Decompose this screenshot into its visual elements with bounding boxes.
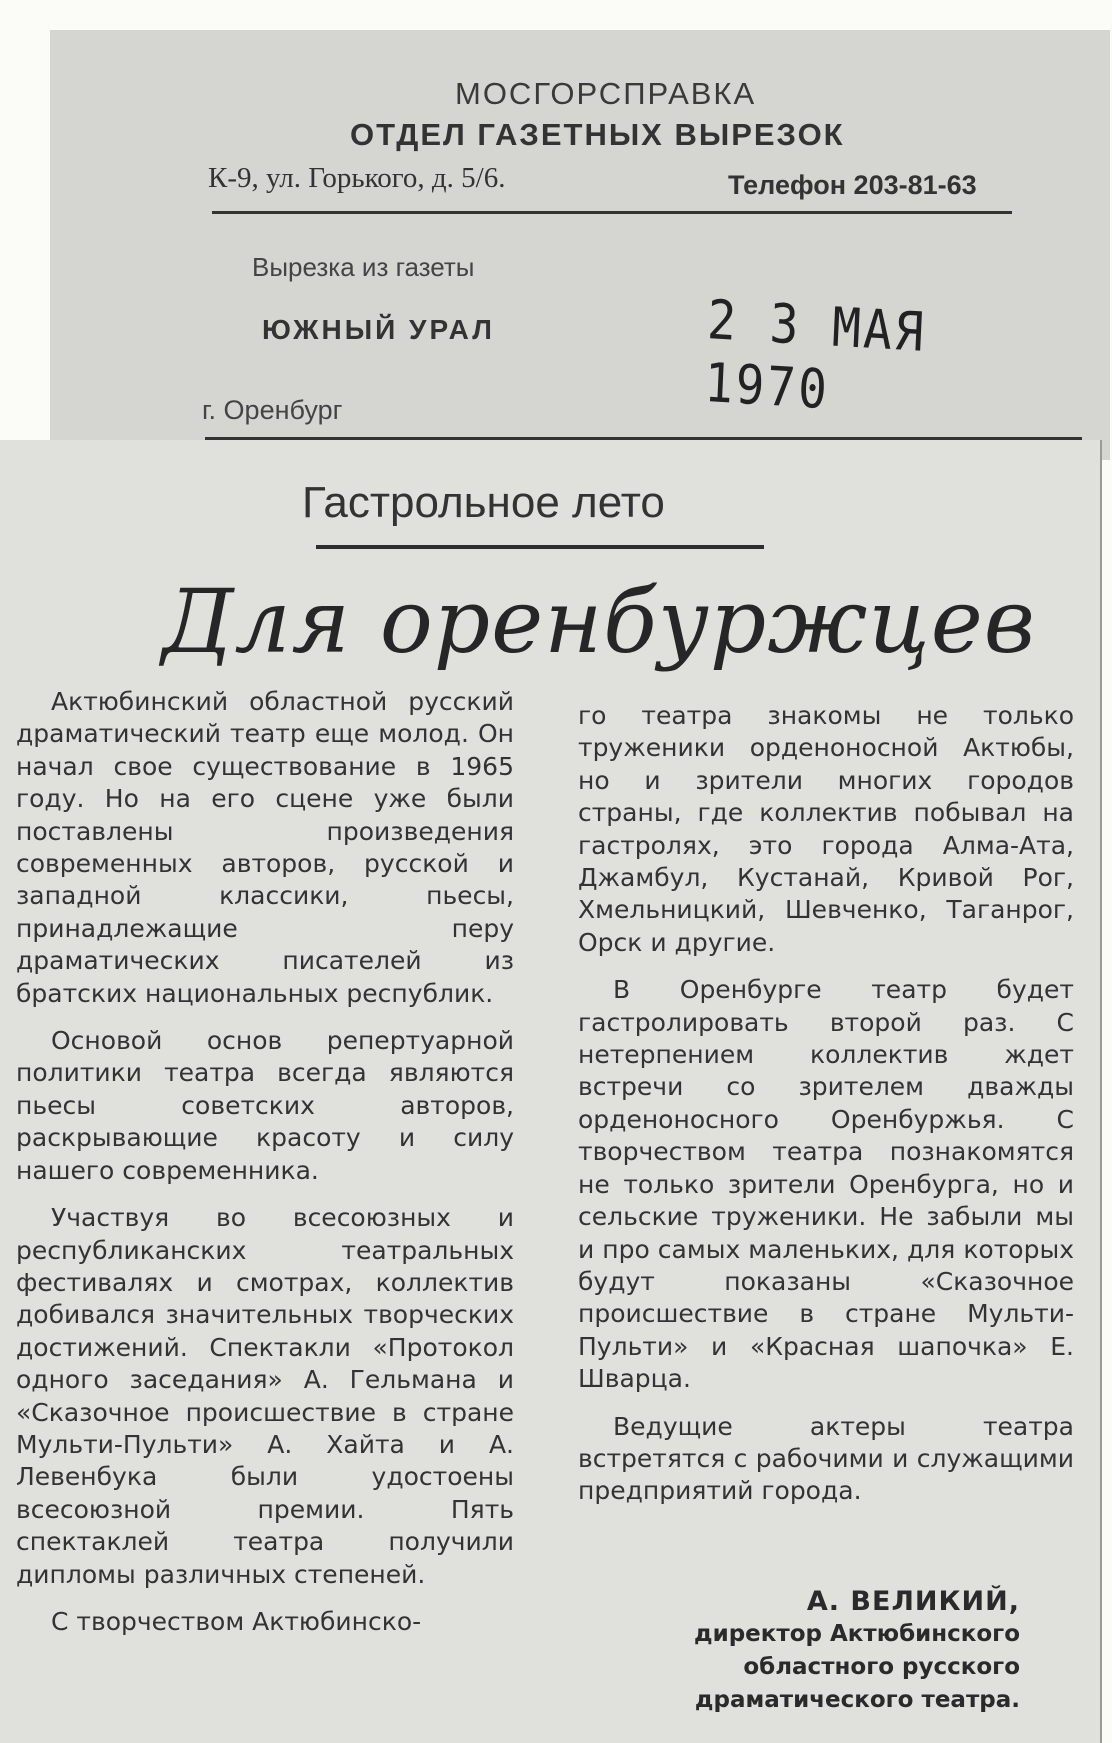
article-byline	[650, 1585, 1020, 1717]
bureau-phone: Телефон 203-81-63	[728, 170, 977, 200]
date-stamp: 2 3 МАЯ 1970	[703, 288, 928, 422]
section-heading-rule	[316, 545, 764, 549]
header-rule	[212, 211, 1012, 214]
article-paragraph: С творчеством Актюбинско-	[51, 1606, 422, 1636]
author-title-line: драматического театра.	[694, 1687, 1020, 1713]
article-column-right	[578, 700, 1074, 1508]
article-paragraph: Основой основ репертуарной политики театра всегда являются пьесы советских авторов, раскрывающие красоту и силу нашего современника.	[16, 1026, 514, 1185]
article-paragraph: Ведущие актеры театра встретятся с рабочими и служащими предприятий города.	[578, 1411, 1074, 1506]
newspaper-name: ЮЖНЫЙ УРАЛ	[262, 314, 495, 345]
author-name: А. ВЕЛИКИЙ,	[806, 1586, 1020, 1617]
article-paragraph: Участвуя во всесоюзных и республиканских театральных фестивалях и смотрах, коллектив добивался значительных творческих достижений. Спектакли «Протокол одного заседания» А. Гельмана и «Сказочное происшествие в стране Мульти-Пульти» А. Хайта и А. Левенбука были удостоены всесоюзной премии. Пять спектаклей театра получили дипломы различных степеней.	[16, 1203, 514, 1589]
article-headline: Для оренбуржцев	[162, 570, 1036, 673]
article-paragraph: го театра знакомы не только труженики орденоносной Актюбы, но и зрители многих городов страны, где коллектив побывал на гастролях, это города Алма-Ата, Джамбул, Кустанай, Кривой Рог, Хмельницкий, Шевченко, Таганрог, Орск и другие.	[578, 701, 1074, 957]
article-column-left	[16, 686, 514, 1638]
bureau-name: МОСГОРСПРАВКА	[455, 76, 757, 111]
bureau-address: К-9, ул. Горького, д. 5/6.	[208, 162, 506, 194]
cut-from-label: Вырезка из газеты	[252, 252, 475, 282]
newspaper-city: г. Оренбург	[202, 395, 343, 425]
section-heading: Гастрольное лето	[302, 478, 665, 527]
article-paragraph: Актюбинский областной русский драматический театр еще молод. Он начал свое существование в 1965 году. Но на его сцене уже были поставлены произведения современных авторов, русской и западной классики, пьесы, принадлежащие перу драматических писателей из братских национальных республик.	[16, 687, 514, 1008]
department-name: ОТДЕЛ ГАЗЕТНЫХ ВЫРЕЗОК	[350, 117, 845, 152]
author-title-line: директор Актюбинского	[694, 1621, 1020, 1647]
article-paragraph: В Оренбурге театр будет гастролировать второй раз. С нетерпением коллектив ждет встречи со зрителем дважды орденоносного Оренбуржья. С творчеством театра познакомятся не только зрители Оренбурга, но и сельские труженики. Не забыли мы и про самых маленьких, для которых будут показаны «Сказочное происшествие в стране Мульти-Пульти» и «Красная шапочка» Е. Шварца.	[578, 975, 1074, 1394]
author-title-line: областного русского	[743, 1654, 1020, 1680]
